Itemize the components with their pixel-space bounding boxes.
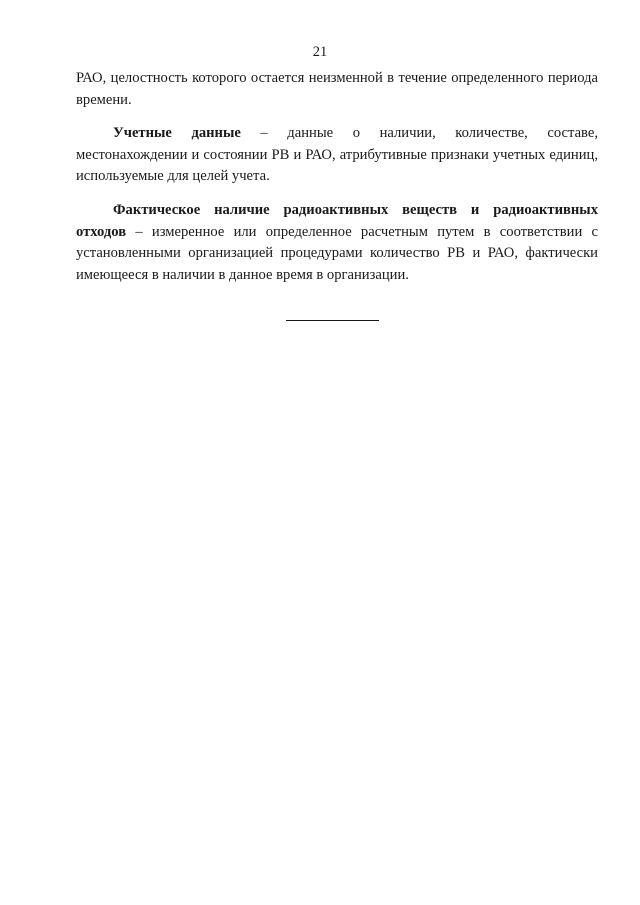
definition-text: – измеренное или определенное расчетным путем в соответствии с установленными организацией процедурами количество РВ и РАО, фактически имеющееся в наличии в данное время в организации. bbox=[76, 223, 598, 283]
page-number: 21 bbox=[312, 44, 328, 60]
defined-term: Фактическое наличие радиоактивных веществ и радиоактивных отходов bbox=[76, 201, 598, 240]
document-body bbox=[76, 68, 598, 286]
paragraph-continuation bbox=[76, 68, 598, 111]
definition-accounting-data bbox=[76, 123, 598, 188]
paragraph-text: РАО, целостность которого остается неизменной в течение определенного периода времени. bbox=[76, 70, 598, 108]
definition-actual-availability bbox=[76, 200, 598, 286]
definition-text: – данные о наличии, количестве, составе, местонахождении и состоянии РВ и РАО, атрибутивные признаки учетных единиц, используемые для целей учета. bbox=[76, 125, 598, 185]
section-end-divider bbox=[286, 320, 379, 321]
defined-term: Учетные данные bbox=[113, 125, 241, 142]
